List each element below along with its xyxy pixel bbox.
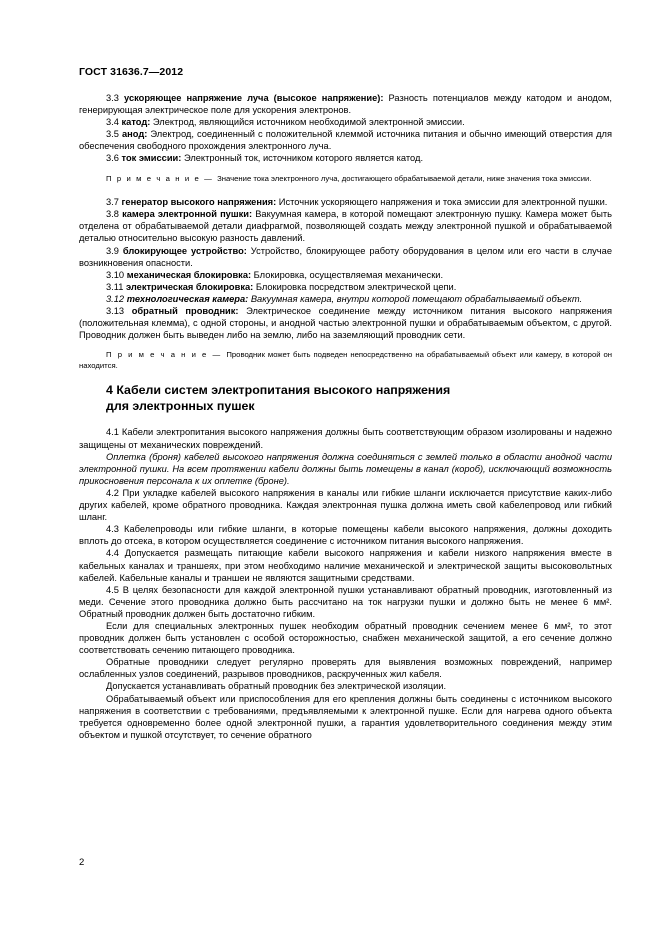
term: ток эмиссии:	[121, 153, 182, 164]
term: катод:	[121, 117, 151, 128]
definition-text: Вакуумная камера, внутри которой помещают обрабатываемый объект.	[248, 293, 583, 304]
definition-text: Электрическое соединение между источником питания высокого напряжения (положительная клемма), с одной стороны, и анодной частью электронной пушки и обрабатываемым объектом, с другой. Проводник должен быть выведен либо на землю, либо на заземляющий проводник сети.	[79, 306, 612, 341]
document-code: ГОСТ 31636.7—2012	[79, 66, 184, 78]
definition-3-8	[79, 208, 612, 244]
clause-number: 3.3	[106, 93, 119, 103]
clause-4-5: 4.5 В целях безопасности для каждой электронной пушки устанавливают обратный проводник, изготовленный из меди. Сечение этого проводника должно быть рассчитано на ток нагрузки пушки и должно быть не менее 6 мм². Обратный проводник должен быть достаточно гибким.	[79, 584, 612, 619]
definition-3-13	[79, 305, 612, 341]
term: механическая блокировка:	[126, 269, 252, 280]
term: электрическая блокировка:	[126, 281, 254, 292]
clause-number: 3.7	[106, 197, 119, 208]
note-2	[79, 350, 612, 371]
note-text: Значение тока электронного луча, достигающего обрабатываемой детали, ниже значения тока эмиссии.	[217, 173, 592, 183]
clause-number: 3.13	[106, 306, 125, 316]
clause-number: 3.6	[106, 153, 119, 164]
clause-number: 3.12	[106, 293, 125, 304]
definition-3-4	[79, 116, 612, 128]
definition-3-5	[79, 128, 612, 152]
term: технологическая камера:	[126, 293, 249, 304]
definition-text: Электрод, соединенный с положительной клеммой источника питания и обычно имеющий отверстия для обеспечения свободного прохождения электронного луча.	[79, 129, 612, 152]
clause-4-1: 4.1 Кабели электропитания высокого напряжения должны быть соответствующим образом изолированы и надежно защищены от механических повреждений.	[79, 427, 612, 450]
definition-3-12	[79, 293, 612, 305]
clause-4-5-para-4: Допускается устанавливать обратный проводник без электрической изоляции.	[106, 681, 447, 692]
clause-number: 3.5	[106, 129, 119, 140]
definition-text: Разность потенциалов между катодом и анодом, генерирующая электрическое поле для ускорения электронов.	[79, 93, 613, 116]
clause-4-2: 4.2 При укладке кабелей высокого напряжения в каналы или гибкие шланги исключается присутствие каких-либо других кабелей, кроме обратного проводника. Каждая электронная пушка должна иметь свой кабелепровод или гибкий шланг.	[79, 487, 612, 523]
definition-3-6	[79, 152, 612, 164]
term: блокирующее устройство:	[122, 245, 247, 256]
heading-line-1: 4 Кабели систем электропитания высокого напряжения	[106, 383, 451, 398]
term: анод:	[122, 129, 148, 140]
definition-text: Электронный ток, источником которого является катод.	[181, 153, 424, 164]
term: камера электронной пушки:	[122, 209, 253, 220]
definition-text: Устройство, блокирующее работу оборудования в целом или его части в случае возникновения опасности.	[79, 245, 612, 268]
section-4-heading	[79, 383, 612, 414]
definition-text: Источник ускоряющего напряжения и тока эмиссии для электронной пушки.	[276, 197, 608, 208]
clause-4-1-italic: Оплетка (броня) кабелей высокого напряжения должна соединяться с землей только в области анодной части электронной пушки. На всем протяжении кабели должны быть помещены в канал (короб), исключающий возможность прикосновения персонала к их оплетке (броне).	[79, 451, 612, 486]
clause-number: 3.9	[106, 245, 119, 256]
clause-4-5-para-5: Обрабатываемый объект или приспособления для его крепления должны быть соединены с источником высокого напряжения в соответствии с требованиями, предъявляемыми к электронной пушке. Если для нагрева одного объекта требуется одновременно более одной электронной пушки, а гарантия удовлетворительного соединения между этим объектом и пушкой отсутствует, то сечение обратного	[79, 693, 612, 740]
definition-text: Электрод, являющийся источником необходимой электронной эмиссии.	[150, 117, 465, 128]
page-number: 2	[79, 857, 85, 868]
heading-line-2: для электронных пушек	[106, 398, 255, 413]
page-content	[79, 92, 612, 741]
definition-3-7	[79, 196, 612, 208]
clause-4-3: 4.3 Кабелепроводы или гибкие шланги, в которые помещены кабели высокого напряжения, должны доходить вплоть до отсека, в котором осуществляется соединение с источником питания высокого напряжения.	[79, 524, 612, 547]
clause-4-4: 4.4 Допускается размещать питающие кабели высокого напряжения и кабели низкого напряжения вместе в кабельных каналах и траншеях, при этом необходимо наличие механической и электрической защиты высоковольтных кабелей. Кабельные каналы и траншеи не являются защитными средствами.	[79, 548, 612, 583]
definition-text: Блокировка, осуществляемая механически.	[251, 269, 444, 280]
clause-number: 3.8	[106, 209, 119, 220]
note-text: Проводник может быть подведен непосредственно на обрабатываемый объект или камеру, в которой он находится.	[79, 350, 613, 370]
term: обратный проводник:	[131, 306, 239, 316]
clause-number: 3.10	[106, 269, 125, 280]
note-label: П р и м е ч а н и е —	[106, 350, 227, 360]
term: генератор высокого напряжения:	[121, 197, 277, 208]
clause-number: 3.4	[106, 117, 119, 128]
clause-number: 3.11	[106, 281, 124, 292]
note-1	[79, 174, 612, 185]
definition-text: Блокировка посредством электрической цепи.	[253, 281, 457, 292]
term: ускоряющее напряжение луча (высокое напряжение):	[124, 93, 384, 103]
clause-4-5-para-3: Обратные проводники следует регулярно проверять для выявления возможных повреждений, например ослабленных узлов соединений, разрывов проводников, раскрученных жил кабеля.	[79, 657, 612, 680]
definition-3-10	[79, 269, 612, 281]
definition-3-3	[79, 92, 612, 116]
definition-3-11	[79, 281, 612, 293]
definition-3-9	[79, 245, 612, 269]
note-label: П р и м е ч а н и е —	[106, 173, 218, 183]
clause-4-5-para-2: Если для специальных электронных пушек необходим обратный проводник сечением менее 6 мм², то этот проводник должен быть установлен с особой осторожностью, снабжен механической защитой, а его сечение должно соответствовать сечению питающего проводника.	[79, 620, 612, 656]
definition-text: Вакуумная камера, в которой помещают электронную пушку. Камера может быть отделена от обрабатываемой детали диафрагмой, позволяющей создать между электронной пушкой и обрабатываемой деталью относительно высокую разность давлений.	[79, 209, 613, 244]
